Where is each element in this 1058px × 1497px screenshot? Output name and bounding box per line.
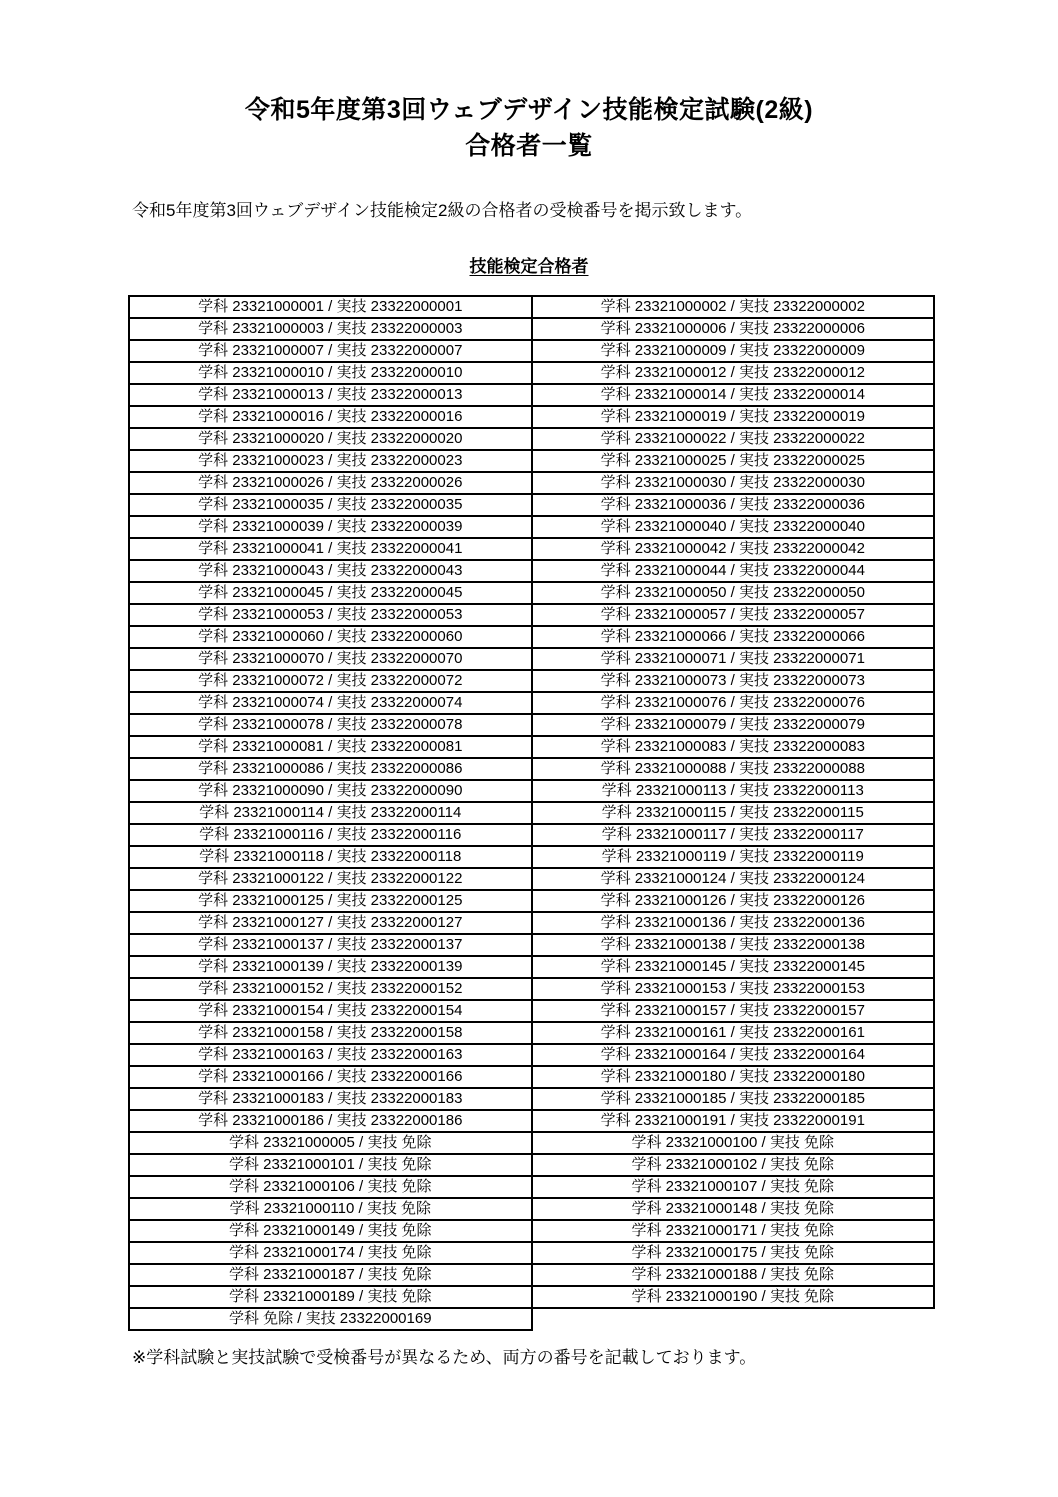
candidate-cell: 学科 23321000039 / 実技 23322000039	[129, 516, 532, 538]
candidate-cell: 学科 23321000106 / 実技 免除	[129, 1176, 532, 1198]
candidate-cell: 学科 23321000041 / 実技 23322000041	[129, 538, 532, 560]
table-row	[129, 516, 934, 538]
table-row	[129, 1264, 934, 1286]
candidate-cell: 学科 23321000003 / 実技 23322000003	[129, 318, 532, 340]
candidate-cell: 学科 23321000074 / 実技 23322000074	[129, 692, 532, 714]
results-table-body	[129, 296, 934, 1330]
candidate-cell: 学科 23321000138 / 実技 23322000138	[532, 934, 935, 956]
candidate-cell: 学科 23321000124 / 実技 23322000124	[532, 868, 935, 890]
candidate-cell: 学科 23321000149 / 実技 免除	[129, 1220, 532, 1242]
candidate-cell: 学科 23321000190 / 実技 免除	[532, 1286, 935, 1308]
candidate-cell: 学科 23321000102 / 実技 免除	[532, 1154, 935, 1176]
table-row	[129, 758, 934, 780]
candidate-cell: 学科 23321000158 / 実技 23322000158	[129, 1022, 532, 1044]
candidate-cell: 学科 23321000019 / 実技 23322000019	[532, 406, 935, 428]
candidate-cell: 学科 23321000083 / 実技 23322000083	[532, 736, 935, 758]
table-row	[129, 714, 934, 736]
table-row	[129, 692, 934, 714]
table-row	[129, 560, 934, 582]
table-row	[129, 1066, 934, 1088]
candidate-cell: 学科 23321000030 / 実技 23322000030	[532, 472, 935, 494]
table-row	[129, 912, 934, 934]
candidate-cell: 学科 23321000042 / 実技 23322000042	[532, 538, 935, 560]
candidate-cell: 学科 23321000188 / 実技 免除	[532, 1264, 935, 1286]
table-row	[129, 626, 934, 648]
candidate-cell: 学科 23321000070 / 実技 23322000070	[129, 648, 532, 670]
table-row	[129, 1220, 934, 1242]
candidate-cell: 学科 23321000166 / 実技 23322000166	[129, 1066, 532, 1088]
candidate-cell: 学科 23321000022 / 実技 23322000022	[532, 428, 935, 450]
table-row	[129, 1132, 934, 1154]
table-row	[129, 1044, 934, 1066]
empty-cell	[532, 1308, 935, 1330]
candidate-cell: 学科 23321000119 / 実技 23322000119	[532, 846, 935, 868]
candidate-cell: 学科 23321000157 / 実技 23322000157	[532, 1000, 935, 1022]
candidate-cell: 学科 23321000116 / 実技 23322000116	[129, 824, 532, 846]
candidate-cell: 学科 23321000180 / 実技 23322000180	[532, 1066, 935, 1088]
candidate-cell: 学科 23321000187 / 実技 免除	[129, 1264, 532, 1286]
table-row	[129, 450, 934, 472]
candidate-cell: 学科 23321000100 / 実技 免除	[532, 1132, 935, 1154]
candidate-cell: 学科 23321000118 / 実技 23322000118	[129, 846, 532, 868]
candidate-cell: 学科 23321000026 / 実技 23322000026	[129, 472, 532, 494]
candidate-cell: 学科 23321000009 / 実技 23322000009	[532, 340, 935, 362]
candidate-cell: 学科 23321000113 / 実技 23322000113	[532, 780, 935, 802]
candidate-cell: 学科 23321000044 / 実技 23322000044	[532, 560, 935, 582]
candidate-cell: 学科 23321000086 / 実技 23322000086	[129, 758, 532, 780]
candidate-cell: 学科 23321000115 / 実技 23322000115	[532, 802, 935, 824]
table-row	[129, 428, 934, 450]
candidate-cell: 学科 23321000023 / 実技 23322000023	[129, 450, 532, 472]
candidate-cell: 学科 23321000006 / 実技 23322000006	[532, 318, 935, 340]
candidate-cell: 学科 23321000183 / 実技 23322000183	[129, 1088, 532, 1110]
table-row	[129, 538, 934, 560]
table-row	[129, 1088, 934, 1110]
candidate-cell: 学科 23321000072 / 実技 23322000072	[129, 670, 532, 692]
candidate-cell: 学科 免除 / 実技 23322000169	[129, 1308, 532, 1330]
candidate-cell: 学科 23321000066 / 実技 23322000066	[532, 626, 935, 648]
table-row	[129, 340, 934, 362]
table-row	[129, 824, 934, 846]
candidate-cell: 学科 23321000110 / 実技 免除	[129, 1198, 532, 1220]
table-row	[129, 780, 934, 802]
table-row	[129, 1286, 934, 1308]
results-table	[128, 295, 935, 1331]
table-row	[129, 1110, 934, 1132]
candidate-cell: 学科 23321000079 / 実技 23322000079	[532, 714, 935, 736]
candidate-cell: 学科 23321000053 / 実技 23322000053	[129, 604, 532, 626]
candidate-cell: 学科 23321000114 / 実技 23322000114	[129, 802, 532, 824]
candidate-cell: 学科 23321000174 / 実技 免除	[129, 1242, 532, 1264]
candidate-cell: 学科 23321000139 / 実技 23322000139	[129, 956, 532, 978]
table-row	[129, 846, 934, 868]
document-title-line2: 合格者一覧	[465, 132, 593, 160]
candidate-cell: 学科 23321000014 / 実技 23322000014	[532, 384, 935, 406]
candidate-cell: 学科 23321000050 / 実技 23322000050	[532, 582, 935, 604]
table-row	[129, 1176, 934, 1198]
table-row	[129, 868, 934, 890]
table-row	[129, 1198, 934, 1220]
table-row	[129, 494, 934, 516]
candidate-cell: 学科 23321000153 / 実技 23322000153	[532, 978, 935, 1000]
candidate-cell: 学科 23321000057 / 実技 23322000057	[532, 604, 935, 626]
candidate-cell: 学科 23321000126 / 実技 23322000126	[532, 890, 935, 912]
candidate-cell: 学科 23321000016 / 実技 23322000016	[129, 406, 532, 428]
candidate-cell: 学科 23321000043 / 実技 23322000043	[129, 560, 532, 582]
table-row	[129, 384, 934, 406]
candidate-cell: 学科 23321000171 / 実技 免除	[532, 1220, 935, 1242]
candidate-cell: 学科 23321000127 / 実技 23322000127	[129, 912, 532, 934]
candidate-cell: 学科 23321000186 / 実技 23322000186	[129, 1110, 532, 1132]
candidate-cell: 学科 23321000191 / 実技 23322000191	[532, 1110, 935, 1132]
candidate-cell: 学科 23321000040 / 実技 23322000040	[532, 516, 935, 538]
table-row	[129, 318, 934, 340]
candidate-cell: 学科 23321000152 / 実技 23322000152	[129, 978, 532, 1000]
candidate-cell: 学科 23321000013 / 実技 23322000013	[129, 384, 532, 406]
candidate-cell: 学科 23321000145 / 実技 23322000145	[532, 956, 935, 978]
candidate-cell: 学科 23321000164 / 実技 23322000164	[532, 1044, 935, 1066]
candidate-cell: 学科 23321000020 / 実技 23322000020	[129, 428, 532, 450]
candidate-cell: 学科 23321000189 / 実技 免除	[129, 1286, 532, 1308]
candidate-cell: 学科 23321000081 / 実技 23322000081	[129, 736, 532, 758]
table-row	[129, 670, 934, 692]
footnote-text: ※学科試験と実技試験で受検番号が異なるため、両方の番号を記載しております。	[132, 1348, 757, 1367]
table-row	[129, 362, 934, 384]
candidate-cell: 学科 23321000073 / 実技 23322000073	[532, 670, 935, 692]
candidate-cell: 学科 23321000107 / 実技 免除	[532, 1176, 935, 1198]
candidate-cell: 学科 23321000005 / 実技 免除	[129, 1132, 532, 1154]
candidate-cell: 学科 23321000076 / 実技 23322000076	[532, 692, 935, 714]
document-title	[0, 0, 1058, 164]
candidate-cell: 学科 23321000035 / 実技 23322000035	[129, 494, 532, 516]
candidate-cell: 学科 23321000122 / 実技 23322000122	[129, 868, 532, 890]
candidate-cell: 学科 23321000060 / 実技 23322000060	[129, 626, 532, 648]
candidate-cell: 学科 23321000137 / 実技 23322000137	[129, 934, 532, 956]
candidate-cell: 学科 23321000154 / 実技 23322000154	[129, 1000, 532, 1022]
candidate-cell: 学科 23321000002 / 実技 23322000002	[532, 296, 935, 318]
table-row	[129, 1000, 934, 1022]
table-row	[129, 406, 934, 428]
candidate-cell: 学科 23321000001 / 実技 23322000001	[129, 296, 532, 318]
candidate-cell: 学科 23321000148 / 実技 免除	[532, 1198, 935, 1220]
table-row	[129, 978, 934, 1000]
table-row	[129, 472, 934, 494]
section-heading: 技能検定合格者	[469, 257, 589, 276]
candidate-cell: 学科 23321000007 / 実技 23322000007	[129, 340, 532, 362]
candidate-cell: 学科 23321000036 / 実技 23322000036	[532, 494, 935, 516]
table-row	[129, 1022, 934, 1044]
candidate-cell: 学科 23321000045 / 実技 23322000045	[129, 582, 532, 604]
candidate-cell: 学科 23321000010 / 実技 23322000010	[129, 362, 532, 384]
candidate-cell: 学科 23321000161 / 実技 23322000161	[532, 1022, 935, 1044]
table-row	[129, 1154, 934, 1176]
candidate-cell: 学科 23321000078 / 実技 23322000078	[129, 714, 532, 736]
table-row	[129, 956, 934, 978]
table-row	[129, 296, 934, 318]
candidate-cell: 学科 23321000025 / 実技 23322000025	[532, 450, 935, 472]
table-row	[129, 736, 934, 758]
table-row	[129, 604, 934, 626]
candidate-cell: 学科 23321000101 / 実技 免除	[129, 1154, 532, 1176]
candidate-cell: 学科 23321000117 / 実技 23322000117	[532, 824, 935, 846]
table-row	[129, 934, 934, 956]
candidate-cell: 学科 23321000163 / 実技 23322000163	[129, 1044, 532, 1066]
candidate-cell: 学科 23321000185 / 実技 23322000185	[532, 1088, 935, 1110]
table-row	[129, 890, 934, 912]
candidate-cell: 学科 23321000012 / 実技 23322000012	[532, 362, 935, 384]
table-row	[129, 1242, 934, 1264]
intro-text: 令和5年度第3回ウェブデザイン技能検定2級の合格者の受検番号を掲示致します。	[132, 201, 753, 220]
candidate-cell: 学科 23321000090 / 実技 23322000090	[129, 780, 532, 802]
table-row	[129, 648, 934, 670]
candidate-cell: 学科 23321000136 / 実技 23322000136	[532, 912, 935, 934]
candidate-cell: 学科 23321000125 / 実技 23322000125	[129, 890, 532, 912]
candidate-cell: 学科 23321000088 / 実技 23322000088	[532, 758, 935, 780]
table-row	[129, 582, 934, 604]
table-row	[129, 802, 934, 824]
candidate-cell: 学科 23321000175 / 実技 免除	[532, 1242, 935, 1264]
document-title-line1: 令和5年度第3回ウェブデザイン技能検定試験(2級)	[244, 96, 814, 124]
table-row	[129, 1308, 934, 1330]
candidate-cell: 学科 23321000071 / 実技 23322000071	[532, 648, 935, 670]
